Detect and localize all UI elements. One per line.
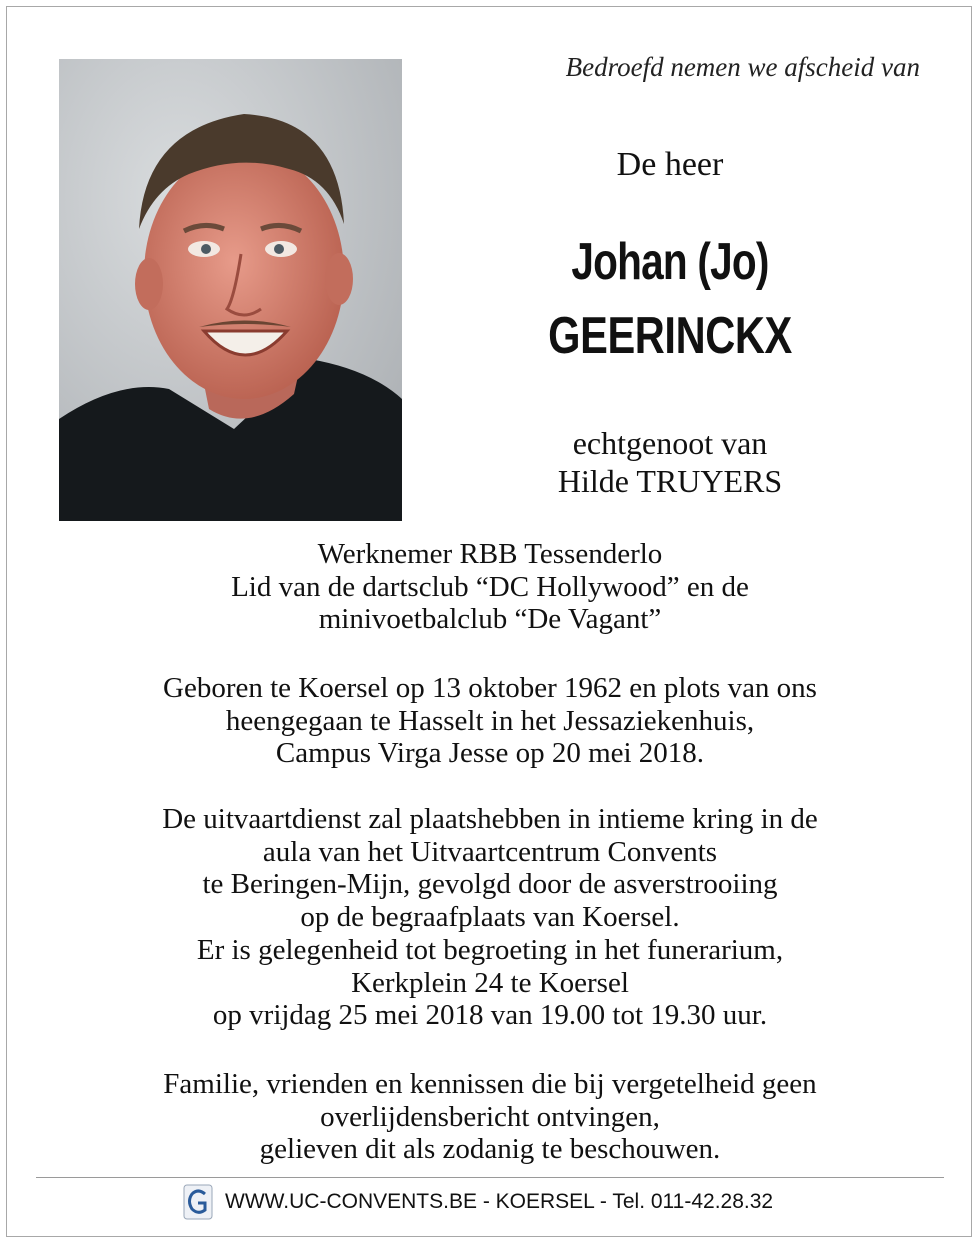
text-line: heengegaan te Hasselt in het Jessaziekenhuis, <box>225 704 755 737</box>
spouse-label: echtgenoot van <box>572 425 768 461</box>
text-line: op de begraafplaats van Koersel. <box>300 901 680 934</box>
text-line: Er is gelegenheid tot begroeting in het funerarium, <box>196 933 784 966</box>
text-line: De uitvaartdienst zal plaatshebben in intieme kring in de <box>162 803 818 835</box>
footer <box>183 1184 773 1220</box>
text-line: Kerkplein 24 te Koersel <box>351 966 629 999</box>
text-line: op vrijdag 25 mei 2018 van 19.00 tot 19.30 uur. <box>212 999 768 1032</box>
intro-line: Bedroefd nemen we afscheid van <box>565 52 920 82</box>
text-line: Geboren te Koersel op 13 oktober 1962 en plots van ons <box>163 672 817 704</box>
text-line: Lid van de dartsclub “DC Hollywood” en de <box>231 570 749 603</box>
text-line: aula van het Uitvaartcentrum Convents <box>262 835 718 868</box>
portrait-photo <box>59 59 402 521</box>
closing-paragraph <box>40 1068 940 1166</box>
deceased-first-name: Johan (Jo) <box>571 233 769 291</box>
text-line: Campus Virga Jesse op 20 mei 2018. <box>275 737 705 770</box>
funeral-paragraph <box>40 803 940 1032</box>
text-line: Familie, vrienden en kennissen die bij vergetelheid geen <box>163 1068 817 1100</box>
spouse-name: Hilde TRUYERS <box>557 463 783 499</box>
honorific: De heer <box>616 146 724 183</box>
text-line: minivoetbalclub “De Vagant” <box>318 603 662 636</box>
convents-logo-icon <box>183 1184 213 1220</box>
text-line: Werknemer RBB Tessenderlo <box>317 538 663 570</box>
footer-divider <box>36 1177 944 1178</box>
text-line: overlijdensbericht ontvingen, <box>320 1100 660 1133</box>
text-line: te Beringen-Mijn, gevolgd door de asverstrooiing <box>202 868 778 901</box>
affiliations-paragraph <box>40 538 940 636</box>
birth-death-paragraph <box>40 672 940 770</box>
footer-contact-text: WWW.UC-CONVENTS.BE - KOERSEL - Tel. 011-42.28.32 <box>225 1190 774 1213</box>
deceased-last-name: GEERINCKX <box>548 307 792 365</box>
spouse-block <box>420 424 920 500</box>
text-line: gelieven dit als zodanig te beschouwen. <box>259 1133 721 1166</box>
